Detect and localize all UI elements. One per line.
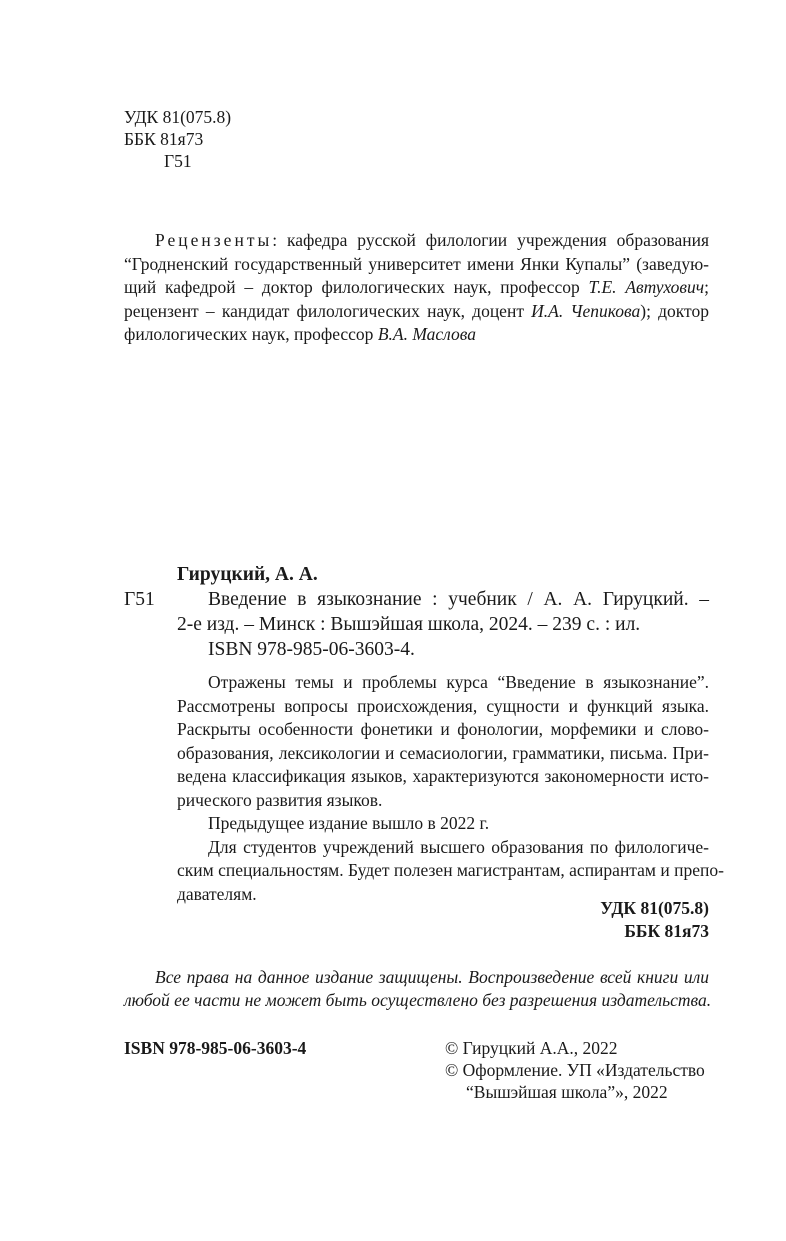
reviewer-name-maslova: В.А. Маслова xyxy=(377,324,476,344)
previous-edition-note: Предыдущее издание вышло в 2022 г. xyxy=(208,813,490,833)
reviewers-label: Рецензенты xyxy=(155,230,273,250)
reviewers-paragraph xyxy=(124,229,709,347)
reviewers-line-3: щий кафедрой – доктор филологических наук, профессор Т.Е. Автухович; xyxy=(124,277,709,297)
title-row xyxy=(124,587,709,612)
annotation-line: ведена классификация языков, характеризуются закономерности исто- xyxy=(177,766,709,786)
book-title-line-2: 2-е изд. – Минск : Вышэйшая школа, 2024. – 239 с. : ил. xyxy=(177,614,641,635)
catalog-code: Г51 xyxy=(124,589,155,610)
bbk-code: ББК 81я73 xyxy=(124,129,204,149)
book-author: Гируцкий, А. А. xyxy=(177,564,318,585)
reviewers-line-5: филологических наук, профессор В.А. Маслова xyxy=(124,324,476,344)
book-title-line-1: Введение в языкознание : учебник / А. А. Гируцкий. – xyxy=(208,589,709,610)
annotation-line: Рассмотрены вопросы происхождения, сущности и функций языка. xyxy=(177,695,709,716)
rights-notice xyxy=(124,966,712,1012)
udk-code-bottom: УДК 81(075.8) xyxy=(600,898,709,918)
annotation-line: образования, лексикологии и семасиологии, грамматики, письма. При- xyxy=(177,742,709,763)
reviewer-name-chepikova: И.А. Чепикова xyxy=(531,300,641,321)
copyright-block xyxy=(445,1037,705,1103)
reviewers-line-1: Рецензенты: кафедра русской филологии учреждения образования xyxy=(155,230,709,250)
annotation-line: Отражены темы и проблемы курса “Введение в языкознание”. xyxy=(208,672,709,692)
udc-footer-block xyxy=(600,897,709,943)
audience-line-2: ским специальностям. Будет полезен магистрантам, аспирантам и препо- xyxy=(177,860,724,880)
annotation-paragraph xyxy=(177,671,724,906)
udc-header-block xyxy=(124,106,231,172)
copyright-author: © Гируцкий А.А., 2022 xyxy=(445,1038,618,1058)
copyright-design: © Оформление. УП «Издательство xyxy=(445,1060,705,1080)
rights-line-1: Все права на данное издание защищены. Воспроизведение всей книги или xyxy=(155,967,709,987)
reviewer-name-avtukhovich: Т.Е. Автухович xyxy=(588,277,705,297)
reviewers-line-2: “Гродненский государственный университет имени Янки Купалы” (заведую- xyxy=(124,253,709,274)
bbk-code-bottom: ББК 81я73 xyxy=(624,921,709,941)
rights-line-2: любой ее части не может быть осуществлено без разрешения издательства. xyxy=(124,990,712,1010)
audience-line-1: Для студентов учреждений высшего образования по филологиче- xyxy=(208,836,709,857)
bibliographic-entry xyxy=(124,562,709,662)
reviewers-line-4: рецензент – кандидат филологических наук, доцент И.А. Чепикова); доктор xyxy=(124,300,709,321)
annotation-last-line: рического развития языков. xyxy=(177,789,383,810)
book-isbn: ISBN 978-985-06-3603-4. xyxy=(208,639,415,660)
annotation-line: Раскрыты особенности фонетики и фонологии, морфемики и слово- xyxy=(177,719,709,739)
copyright-publisher: “Вышэйшая школа”», 2022 xyxy=(466,1082,668,1102)
udk-code: УДК 81(075.8) xyxy=(124,107,232,127)
author-mark: Г51 xyxy=(164,151,192,171)
audience-line-3: давателям. xyxy=(177,883,257,904)
isbn-bottom: ISBN 978-985-06-3603-4 xyxy=(124,1038,307,1058)
